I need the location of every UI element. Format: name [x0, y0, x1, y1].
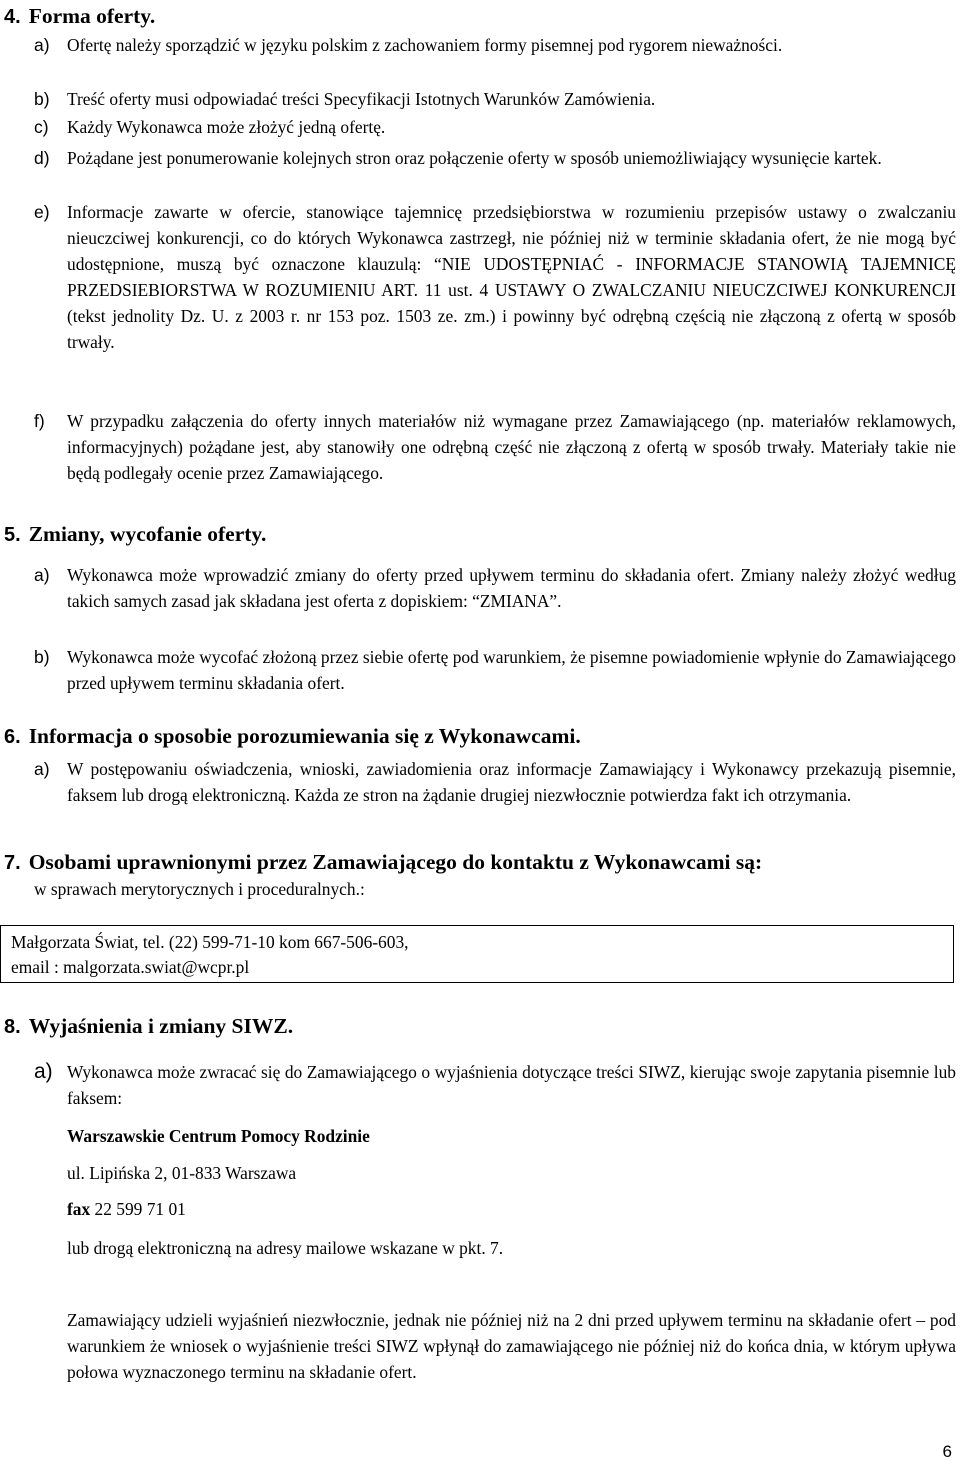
item-label: b)	[34, 647, 50, 667]
contact-email: email : malgorzata.swiat@wcpr.pl	[11, 957, 250, 977]
item-text: Ofertę należy sporządzić w języku polskim z zachowaniem formy pisemnej pod rygorem nieważności.	[67, 35, 783, 55]
item-text: Każdy Wykonawca może złożyć jedną ofertę.	[67, 117, 386, 137]
electronic-contact: lub drogą elektroniczną na adresy mailowe wskazane w pkt. 7.	[67, 1238, 504, 1258]
section-number: 7.	[4, 852, 21, 874]
contact-name-phone: Małgorzata Świat, tel. (22) 599-71-10 kom 667-506-603,	[11, 932, 409, 952]
section-title: Forma oferty.	[28, 4, 156, 28]
section-4-heading	[4, 2, 155, 31]
list-item	[34, 114, 956, 140]
item-text: Wykonawca może wprowadzić zmiany do oferty przed upływem terminu do składania ofert. Zmiany należy złożyć według takich samych zasad jak składana jest oferta z dopiskiem: “ZMIANA”.	[67, 565, 956, 611]
fax-number: 22 599 71 01	[94, 1199, 186, 1219]
section-title: Zmiany, wycofanie oferty.	[28, 522, 267, 546]
section-number: 8.	[4, 1016, 21, 1038]
item-text: Wykonawca może zwracać się do Zamawiającego o wyjaśnienia dotyczące treści SIWZ, kierując swoje zapytania pisemnie lub faksem:	[67, 1062, 956, 1108]
contact-box	[0, 925, 954, 983]
section-title: Osobami uprawnionymi przez Zamawiającego do kontaktu z Wykonawcami są:	[28, 850, 763, 874]
section-number: 6.	[4, 726, 21, 748]
item-text: Wykonawca może wycofać złożoną przez siebie ofertę pod warunkiem, że pisemne powiadomienie wpłynie do Zamawiającego przed upływem terminu składania ofert.	[67, 647, 956, 693]
section-number: 4.	[4, 6, 21, 28]
item-label: a)	[34, 565, 50, 585]
org-address: ul. Lipińska 2, 01-833 Warszawa	[67, 1163, 297, 1183]
closing-paragraph: Zamawiający udzieli wyjaśnień niezwłocznie, jednak nie później niż na 2 dni przed upływem terminu na składanie ofert – pod warunkiem że wniosek o wyjaśnienie treści SIWZ wpłynął do zamawiającego nie później niż do końca dnia, w którym upływa połowa wyznaczonego terminu na składanie ofert.	[67, 1310, 956, 1382]
item-label: b)	[34, 89, 50, 109]
list-item	[34, 644, 956, 696]
page-number: 6	[942, 1442, 952, 1461]
item-label: c)	[34, 117, 49, 137]
section-title: Informacja o sposobie porozumiewania się z Wykonawcami.	[28, 724, 581, 748]
org-fax	[67, 1196, 956, 1222]
item-text: W postępowaniu oświadczenia, wnioski, zawiadomienia oraz informacje Zamawiający i Wykonawcy przekazują pisemnie, faksem lub drogą elektroniczną. Każda ze stron na żądanie drugiej niezwłocznie potwierdza fakt ich otrzymania.	[67, 759, 956, 805]
section-8-heading	[4, 1012, 293, 1041]
section-7-subtitle: w sprawach merytorycznych i proceduralnych.:	[34, 879, 365, 899]
section-number: 5.	[4, 524, 21, 546]
list-item	[34, 86, 956, 112]
section-title: Wyjaśnienia i zmiany SIWZ.	[28, 1014, 294, 1038]
item-label: f)	[34, 411, 45, 431]
fax-label: fax	[67, 1199, 91, 1219]
org-name: Warszawskie Centrum Pomocy Rodzinie	[67, 1126, 370, 1146]
list-item	[34, 145, 956, 171]
list-item	[34, 562, 956, 614]
list-item	[34, 32, 956, 58]
list-item	[34, 756, 956, 808]
item-text: Informacje zawarte w ofercie, stanowiące tajemnicę przedsiębiorstwa w rozumieniu przepisów ustawy o zwalczaniu nieuczciwej konkurencji, co do których Wykonawca zastrzegł, nie później niż w terminie składania ofert, że nie mogą być udostępnione, muszą być oznaczone klauzulą: “NIE UDOSTĘPNIAĆ - INFORMACJE STANOWIĄ TAJEMNICĘ PRZEDSIEBIORSTWA W ROZUMIENIU ART. 11 ust. 4 USTAWY O ZWALCZANIU NIEUCZCIWEJ KONKURENCJI (tekst jednolity Dz. U. z 2003 r. nr 153 poz. 1503 ze. zm.) i powinny być odrębną częścią nie złączoną z ofertą w sposób trwały.	[67, 202, 956, 352]
list-item	[34, 199, 956, 355]
item-label: a)	[34, 1060, 53, 1083]
item-label: d)	[34, 148, 50, 168]
item-text: Pożądane jest ponumerowanie kolejnych stron oraz połączenie oferty w sposób uniemożliwiający wysunięcie kartek.	[67, 148, 882, 168]
list-item	[34, 1059, 956, 1111]
list-item	[34, 408, 956, 486]
section-5-heading	[4, 520, 266, 549]
item-text: W przypadku załączenia do oferty innych materiałów niż wymagane przez Zamawiającego (np. materiałów reklamowych, informacyjnych) pożądane jest, aby stanowiły one odrębną część nie złączoną z ofertą w sposób trwały. Materiały takie nie będą podlegały ocenie przez Zamawiającego.	[67, 411, 956, 483]
item-label: a)	[34, 35, 50, 55]
item-label: a)	[34, 759, 50, 779]
section-6-heading	[4, 722, 581, 751]
item-text: Treść oferty musi odpowiadać treści Specyfikacji Istotnych Warunków Zamówienia.	[67, 89, 656, 109]
item-label: e)	[34, 202, 50, 222]
section-7-heading	[4, 848, 762, 877]
